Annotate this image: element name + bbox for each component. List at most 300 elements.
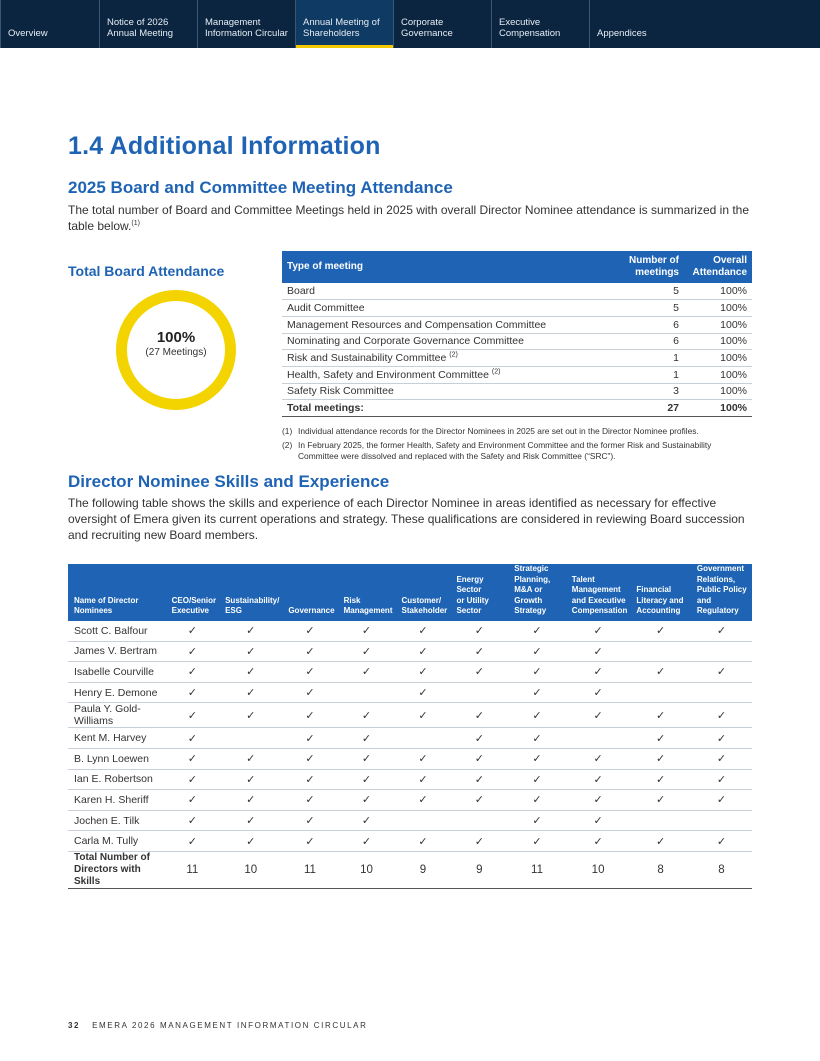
checkmark-icon: ✓	[246, 773, 256, 786]
checkmark-icon: ✓	[474, 625, 484, 638]
checkmark-icon: ✓	[418, 753, 428, 766]
skill-cell	[630, 703, 691, 728]
skills-row	[68, 810, 752, 831]
skill-cell	[219, 810, 282, 831]
skill-cell	[166, 728, 219, 749]
checkmark-icon: ✓	[187, 732, 197, 745]
checkmark-icon: ✓	[187, 625, 197, 638]
checkmark-icon: ✓	[474, 732, 484, 745]
skill-cell	[166, 810, 219, 831]
skill-cell	[219, 662, 282, 683]
meeting-attendance: 100%	[684, 333, 752, 350]
page-title: 1.4 Additional Information	[68, 132, 381, 160]
meeting-type: Nominating and Corporate Governance Committee	[282, 333, 612, 350]
attendance-section-title: 2025 Board and Committee Meeting Attendance	[68, 178, 453, 197]
skill-cell	[566, 810, 631, 831]
checkmark-icon: ✓	[474, 773, 484, 786]
director-name: B. Lynn Loewen	[68, 748, 166, 769]
checkmark-icon: ✓	[532, 732, 542, 745]
checkmark-icon: ✓	[593, 753, 603, 766]
checkmark-icon: ✓	[474, 645, 484, 658]
meeting-attendance: 100%	[684, 300, 752, 317]
skills-row	[68, 641, 752, 662]
total-label: Total meetings:	[282, 400, 612, 417]
attendance-row	[282, 300, 752, 317]
skill-cell	[338, 728, 396, 749]
checkmark-icon: ✓	[656, 732, 666, 745]
attendance-header-row	[282, 251, 752, 283]
nav-tab-label: Annual Meeting of Shareholders	[303, 17, 380, 39]
donut-subtitle: (27 Meetings)	[145, 347, 207, 358]
skills-row	[68, 790, 752, 811]
attendance-row	[282, 383, 752, 400]
checkmark-icon: ✓	[532, 815, 542, 828]
checkmark-icon: ✓	[246, 835, 256, 848]
skills-header-row	[68, 564, 752, 621]
skills-row	[68, 621, 752, 642]
skill-cell	[219, 790, 282, 811]
skill-cell	[691, 769, 752, 790]
skill-cell	[508, 748, 566, 769]
checkmark-icon: ✓	[532, 753, 542, 766]
attendance-row	[282, 283, 752, 300]
skill-cell	[219, 703, 282, 728]
checkmark-icon: ✓	[593, 794, 603, 807]
top-navigation	[0, 0, 820, 48]
nav-tab-2[interactable]	[197, 0, 295, 48]
attendance-row	[282, 350, 752, 367]
skill-cell	[395, 682, 450, 703]
skill-cell	[630, 662, 691, 683]
nav-tab-1[interactable]	[99, 0, 197, 48]
skill-cell	[166, 748, 219, 769]
checkmark-icon: ✓	[532, 709, 542, 722]
checkmark-icon: ✓	[305, 794, 315, 807]
director-name: Carla M. Tully	[68, 831, 166, 852]
skill-cell	[282, 662, 337, 683]
director-name: Ian E. Robertson	[68, 769, 166, 790]
skill-cell	[338, 703, 396, 728]
footer-text: EMERA 2026 MANAGEMENT INFORMATION CIRCULAR	[92, 1021, 368, 1030]
skill-cell	[219, 831, 282, 852]
skill-cell-empty	[691, 810, 752, 831]
skill-cell	[450, 728, 508, 749]
skills-header-cell: Sustainability/ ESG	[219, 564, 282, 621]
meeting-attendance: 100%	[684, 350, 752, 367]
checkmark-icon: ✓	[532, 625, 542, 638]
checkmark-icon: ✓	[246, 753, 256, 766]
skill-cell	[166, 682, 219, 703]
skill-cell	[395, 831, 450, 852]
skill-cell	[219, 621, 282, 642]
skill-cell	[691, 728, 752, 749]
checkmark-icon: ✓	[187, 794, 197, 807]
skill-cell	[691, 790, 752, 811]
checkmark-icon: ✓	[361, 645, 372, 658]
director-name: Scott C. Balfour	[68, 621, 166, 642]
skill-cell	[450, 621, 508, 642]
attendance-row	[282, 316, 752, 333]
skill-cell-empty	[691, 682, 752, 703]
skill-cell	[508, 641, 566, 662]
donut-title: Total Board Attendance	[68, 263, 225, 279]
checkmark-icon: ✓	[474, 835, 484, 848]
skill-cell	[508, 728, 566, 749]
skill-cell-empty	[630, 810, 691, 831]
skills-total-label: Total Number of Directors with Skills	[68, 851, 166, 888]
skill-cell	[395, 790, 450, 811]
skill-cell-empty	[450, 682, 508, 703]
director-name: Kent M. Harvey	[68, 728, 166, 749]
skills-header-cell: CEO/Senior Executive	[166, 564, 219, 621]
skills-total-value: 8	[691, 851, 752, 888]
checkmark-icon: ✓	[305, 625, 315, 638]
skills-header-cell: Strategic Planning, M&A or Growth Strategy	[508, 564, 566, 621]
meeting-count: 3	[612, 383, 684, 400]
skill-cell	[508, 769, 566, 790]
checkmark-icon: ✓	[418, 794, 428, 807]
skill-cell	[566, 662, 631, 683]
skill-cell	[691, 748, 752, 769]
meeting-count: 5	[612, 300, 684, 317]
checkmark-icon: ✓	[187, 815, 197, 828]
checkmark-icon: ✓	[474, 753, 484, 766]
checkmark-icon: ✓	[716, 666, 727, 679]
director-name: Jochen E. Tilk	[68, 810, 166, 831]
meeting-count: 6	[612, 333, 684, 350]
skills-row	[68, 703, 752, 728]
skill-cell	[630, 790, 691, 811]
checkmark-icon: ✓	[418, 709, 428, 722]
checkmark-icon: ✓	[532, 794, 542, 807]
checkmark-icon: ✓	[656, 753, 666, 766]
skill-cell	[450, 790, 508, 811]
skill-cell	[630, 769, 691, 790]
header-attendance: Overall Attendance	[684, 251, 752, 283]
checkmark-icon: ✓	[361, 625, 372, 638]
director-name: James V. Bertram	[68, 641, 166, 662]
skill-cell	[508, 662, 566, 683]
skill-cell	[282, 682, 337, 703]
skill-cell	[338, 831, 396, 852]
footnote	[282, 426, 752, 437]
skill-cell	[338, 748, 396, 769]
checkmark-icon: ✓	[187, 666, 197, 679]
footnote-number: (2)	[282, 440, 293, 450]
skill-cell	[166, 621, 219, 642]
checkmark-icon: ✓	[532, 687, 542, 700]
meeting-attendance: 100%	[684, 316, 752, 333]
skill-cell	[395, 748, 450, 769]
checkmark-icon: ✓	[305, 773, 315, 786]
skill-cell	[166, 662, 219, 683]
checkmark-icon: ✓	[305, 753, 315, 766]
checkmark-icon: ✓	[187, 687, 197, 700]
nav-tab-4[interactable]	[393, 0, 491, 48]
attendance-total-row	[282, 400, 752, 417]
skill-cell	[508, 682, 566, 703]
checkmark-icon: ✓	[187, 709, 197, 722]
skills-total-value: 11	[508, 851, 566, 888]
meeting-type: Safety Risk Committee	[282, 383, 612, 400]
checkmark-icon: ✓	[418, 835, 428, 848]
checkmark-icon: ✓	[656, 794, 666, 807]
meeting-type: Audit Committee	[282, 300, 612, 317]
meeting-attendance: 100%	[684, 383, 752, 400]
skills-total-value: 10	[338, 851, 396, 888]
skill-cell-empty	[338, 682, 396, 703]
checkmark-icon: ✓	[716, 625, 727, 638]
meeting-count: 5	[612, 283, 684, 300]
meeting-type: Management Resources and Compensation Committee	[282, 316, 612, 333]
skill-cell	[166, 831, 219, 852]
skills-header-cell: Talent Management and Executive Compensation	[566, 564, 631, 621]
checkmark-icon: ✓	[532, 835, 542, 848]
checkmark-icon: ✓	[593, 773, 603, 786]
checkmark-icon: ✓	[593, 709, 603, 722]
checkmark-icon: ✓	[532, 645, 542, 658]
skill-cell	[691, 621, 752, 642]
skills-total-value: 9	[395, 851, 450, 888]
checkmark-icon: ✓	[418, 625, 428, 638]
checkmark-icon: ✓	[305, 732, 315, 745]
checkmark-icon: ✓	[418, 773, 428, 786]
checkmark-icon: ✓	[305, 687, 315, 700]
checkmark-icon: ✓	[716, 753, 727, 766]
skill-cell	[691, 662, 752, 683]
skill-cell	[219, 682, 282, 703]
total-number: 27	[612, 400, 684, 417]
skill-cell	[566, 621, 631, 642]
skills-row	[68, 769, 752, 790]
checkmark-icon: ✓	[305, 666, 315, 679]
skills-section-title: Director Nominee Skills and Experience	[68, 472, 390, 491]
skill-cell	[282, 703, 337, 728]
skill-cell	[166, 641, 219, 662]
skill-cell	[508, 831, 566, 852]
meeting-count: 6	[612, 316, 684, 333]
footnote-number: (1)	[282, 426, 293, 436]
skill-cell	[395, 769, 450, 790]
nav-tab-label: Notice of 2026 Annual Meeting	[107, 17, 174, 39]
checkmark-icon: ✓	[716, 794, 727, 807]
skill-cell-empty	[219, 728, 282, 749]
meeting-attendance: 100%	[684, 283, 752, 300]
attendance-intro: The total number of Board and Committee Meetings held in 2025 with overall Director Nominee attendance is summarized in the table below.$^{(1)}$	[68, 203, 750, 233]
skill-cell	[508, 810, 566, 831]
checkmark-icon: ✓	[716, 835, 727, 848]
skills-header-cell: Financial Literacy and Accounting	[630, 564, 691, 621]
skills-header-cell: Name of Director Nominees	[68, 564, 166, 621]
skill-cell	[450, 769, 508, 790]
checkmark-icon: ✓	[305, 709, 315, 722]
checkmark-icon: ✓	[418, 666, 428, 679]
skill-cell	[166, 703, 219, 728]
nav-tab-5[interactable]	[491, 0, 589, 48]
skill-cell	[566, 748, 631, 769]
skill-cell	[630, 728, 691, 749]
checkmark-icon: ✓	[656, 835, 666, 848]
checkmark-icon: ✓	[593, 687, 603, 700]
skill-cell	[395, 662, 450, 683]
skill-cell-empty	[691, 641, 752, 662]
skill-cell	[395, 621, 450, 642]
skills-row	[68, 728, 752, 749]
skills-row	[68, 748, 752, 769]
checkmark-icon: ✓	[716, 732, 727, 745]
checkmark-icon: ✓	[593, 835, 603, 848]
skills-row	[68, 831, 752, 852]
nav-tab-0[interactable]	[0, 0, 99, 48]
skill-cell	[282, 831, 337, 852]
skills-total-value: 9	[450, 851, 508, 888]
nav-tab-label: Appendices	[597, 28, 647, 39]
attendance-row	[282, 366, 752, 383]
skills-header-cell: Government Relations, Public Policy and Regulatory	[691, 564, 752, 621]
skill-cell	[630, 748, 691, 769]
page-number: 32	[68, 1021, 81, 1030]
meeting-count: 1	[612, 350, 684, 367]
skill-cell-empty	[566, 728, 631, 749]
meeting-attendance: 100%	[684, 366, 752, 383]
skills-total-row	[68, 851, 752, 888]
checkmark-icon: ✓	[593, 666, 603, 679]
director-name: Karen H. Sheriff	[68, 790, 166, 811]
skill-cell	[508, 703, 566, 728]
skill-cell	[691, 831, 752, 852]
checkmark-icon: ✓	[593, 645, 603, 658]
checkmark-icon: ✓	[361, 666, 372, 679]
skill-cell	[338, 621, 396, 642]
skill-cell	[166, 769, 219, 790]
attendance-table	[282, 251, 752, 417]
meeting-count: 1	[612, 366, 684, 383]
donut-percent: 100%	[156, 329, 196, 346]
checkmark-icon: ✓	[246, 709, 256, 722]
header-number: Number of meetings	[612, 251, 684, 283]
skill-cell	[630, 831, 691, 852]
director-name: Paula Y. Gold-Williams	[68, 703, 166, 728]
checkmark-icon: ✓	[246, 815, 256, 828]
skills-intro: The following table shows the skills and experience of each Director Nominee in areas identified as necessary for effective oversight of Emera given its current operations and strategy. These qualifications are considered in reviewing Board succession and recruiting new Board members.	[68, 496, 745, 542]
nav-tab-label: Management Information Circular	[205, 17, 288, 39]
skill-cell	[282, 769, 337, 790]
checkmark-icon: ✓	[246, 794, 256, 807]
skills-total-value: 10	[566, 851, 631, 888]
checkmark-icon: ✓	[418, 645, 428, 658]
skills-row	[68, 662, 752, 683]
checkmark-icon: ✓	[656, 625, 666, 638]
footnote-text: In February 2025, the former Health, Safety and Environment Committee and the former Risk and Sustainability Committee were dissolved and replaced with the Safety and Risk Committee (“SRC”).	[298, 440, 712, 461]
skill-cell	[566, 790, 631, 811]
skill-cell	[338, 662, 396, 683]
skill-cell	[338, 641, 396, 662]
checkmark-icon: ✓	[305, 815, 315, 828]
skill-cell	[282, 748, 337, 769]
meeting-type: Board	[282, 283, 612, 300]
header-type: Type of meeting	[282, 251, 612, 283]
checkmark-icon: ✓	[305, 645, 315, 658]
skills-total-value: 10	[219, 851, 282, 888]
checkmark-icon: ✓	[361, 835, 372, 848]
skill-cell	[219, 748, 282, 769]
skill-cell	[508, 790, 566, 811]
checkmark-icon: ✓	[361, 794, 372, 807]
nav-tab-6[interactable]	[589, 0, 820, 48]
skills-total-value: 8	[630, 851, 691, 888]
skill-cell-empty	[395, 728, 450, 749]
checkmark-icon: ✓	[246, 625, 256, 638]
director-name: Henry E. Demone	[68, 682, 166, 703]
skill-cell	[630, 621, 691, 642]
page-footer	[68, 1021, 368, 1030]
checkmark-icon: ✓	[474, 666, 484, 679]
skill-cell-empty	[450, 810, 508, 831]
nav-tab-label: Corporate Governance	[401, 17, 453, 39]
skill-cell	[219, 769, 282, 790]
checkmark-icon: ✓	[656, 773, 666, 786]
skill-cell	[566, 682, 631, 703]
skill-cell	[282, 621, 337, 642]
checkmark-icon: ✓	[532, 773, 542, 786]
footnote	[282, 440, 752, 461]
checkmark-icon: ✓	[418, 687, 428, 700]
skill-cell	[566, 703, 631, 728]
checkmark-icon: ✓	[187, 753, 197, 766]
checkmark-icon: ✓	[474, 709, 484, 722]
skill-cell	[282, 810, 337, 831]
checkmark-icon: ✓	[246, 687, 256, 700]
skills-header-cell: Energy Sector or Utility Sector	[450, 564, 508, 621]
checkmark-icon: ✓	[361, 815, 372, 828]
checkmark-icon: ✓	[532, 666, 542, 679]
skill-cell	[282, 641, 337, 662]
skills-header-cell: Customer/ Stakeholder	[395, 564, 450, 621]
nav-tab-3[interactable]	[295, 0, 393, 48]
checkmark-icon: ✓	[361, 732, 372, 745]
nav-tab-label: Executive Compensation	[499, 17, 561, 39]
checkmark-icon: ✓	[656, 709, 666, 722]
attendance-row	[282, 333, 752, 350]
skill-cell	[450, 662, 508, 683]
skills-header-cell: Risk Management	[338, 564, 396, 621]
skills-table	[68, 564, 752, 889]
checkmark-icon: ✓	[593, 625, 603, 638]
skill-cell	[508, 621, 566, 642]
nav-tab-label: Overview	[8, 28, 48, 39]
checkmark-icon: ✓	[361, 753, 372, 766]
skill-cell	[450, 703, 508, 728]
skill-cell	[566, 831, 631, 852]
meeting-type: Health, Safety and Environment Committee $^{(2)}$	[282, 366, 612, 383]
checkmark-icon: ✓	[593, 815, 603, 828]
skill-cell	[338, 790, 396, 811]
checkmark-icon: ✓	[361, 709, 372, 722]
checkmark-icon: ✓	[716, 773, 727, 786]
skill-cell-empty	[395, 810, 450, 831]
skill-cell-empty	[630, 682, 691, 703]
checkmark-icon: ✓	[474, 794, 484, 807]
skill-cell	[282, 790, 337, 811]
skill-cell	[450, 748, 508, 769]
checkmark-icon: ✓	[305, 835, 315, 848]
checkmark-icon: ✓	[656, 666, 666, 679]
skill-cell	[166, 790, 219, 811]
skill-cell	[338, 810, 396, 831]
checkmark-icon: ✓	[246, 666, 256, 679]
director-name: Isabelle Courville	[68, 662, 166, 683]
skill-cell	[338, 769, 396, 790]
